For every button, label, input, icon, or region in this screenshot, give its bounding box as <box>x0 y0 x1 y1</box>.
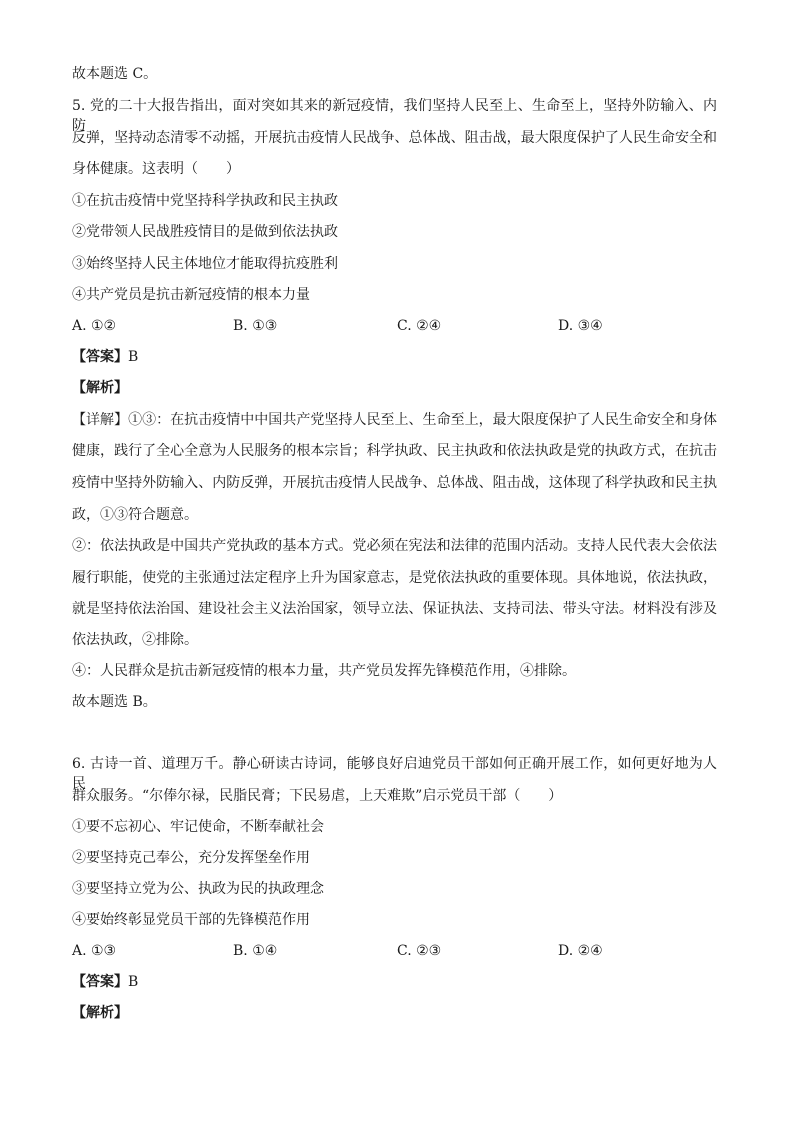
option-c: C. ②③ <box>397 943 442 959</box>
option-c: C. ②④ <box>397 318 442 334</box>
statement-item: ①要不忘初心、牢记使命，不断奉献社会 <box>72 819 324 835</box>
question-6-stem: 6. 古诗一首、道理万千。静心研读古诗词，能够良好启迪党员干部如何正确开展工作，如何更好地为人民 <box>72 756 717 792</box>
answer-line <box>72 347 138 367</box>
question-6-stem: 群众服务。“尔俸尔禄，民脂民膏；下民易虐，上天难欺”启示党员干部（ ） <box>72 788 563 804</box>
answer-tag: 【答案】 <box>72 974 128 990</box>
option-d: D. ②④ <box>558 943 603 959</box>
statement-item: ②党带领人民战胜疫情目的是做到依法执政 <box>72 224 338 240</box>
text-line: 故本题选 C。 <box>72 66 158 82</box>
answer-tag: 【答案】 <box>72 349 128 365</box>
text-line: 故本题选 B。 <box>72 694 157 710</box>
question-5-stem: 反弹，坚持动态清零不动摇，开展抗击疫情人民战争、总体战、阻击战，最大限度保护了人民生命安全和 <box>72 130 717 146</box>
option-b: B. ①④ <box>233 943 278 959</box>
analysis-tag: 【解析】 <box>72 1005 128 1021</box>
statement-item: ③要坚持立党为公、执政为民的执政理念 <box>72 881 324 897</box>
question-5-stem: 身体健康。这表明（ ） <box>72 161 240 177</box>
statement-item: ③始终坚持人民主体地位才能取得抗疫胜利 <box>72 256 338 272</box>
analysis-text: 履行职能，使党的主张通过法定程序上升为国家意志，是党依法执政的重要体现。具体地说，依法执政， <box>72 570 717 586</box>
analysis-text: 疫情中坚持外防输入、内防反弹，开展抗击疫情人民战争、总体战、阻击战，这体现了科学执政和民主执 <box>72 475 717 491</box>
analysis-text: ④：人民群众是抗击新冠疫情的根本力量，共产党员发挥先锋模范作用，④排除。 <box>72 663 576 679</box>
analysis-tag: 【解析】 <box>72 380 128 396</box>
analysis-text: 健康，践行了全心全意为人民服务的根本宗旨；科学执政、民主执政和依法执政是党的执政方式，在抗击 <box>72 443 717 459</box>
analysis-text: 政，①③符合题意。 <box>72 507 198 523</box>
statement-item: ②要坚持克己奉公，充分发挥堡垒作用 <box>72 850 310 866</box>
statement-item: ①在抗击疫情中党坚持科学执政和民主执政 <box>72 193 338 209</box>
answer-value: B <box>128 349 139 365</box>
statement-item: ④要始终彰显党员干部的先锋模范作用 <box>72 912 310 928</box>
option-d: D. ③④ <box>558 318 603 334</box>
option-a: A. ①③ <box>72 943 117 959</box>
analysis-text: 依法执政，②排除。 <box>72 632 198 648</box>
option-b: B. ①③ <box>233 318 278 334</box>
statement-item: ④共产党员是抗击新冠疫情的根本力量 <box>72 287 310 303</box>
option-a: A. ①② <box>72 318 117 334</box>
answer-value: B <box>128 974 139 990</box>
analysis-text: 【详解】①③：在抗击疫情中中国共产党坚持人民至上、生命至上，最大限度保护了人民生命安全和身体 <box>72 412 717 428</box>
analysis-text: 就是坚持依法治国、建设社会主义法治国家，领导立法、保证执法、支持司法、带头守法。材料没有涉及 <box>72 601 717 617</box>
analysis-text: ②：依法执政是中国共产党执政的基本方式。党必须在宪法和法律的范围内活动。支持人民代表大会依法 <box>72 538 717 554</box>
answer-line <box>72 972 138 992</box>
question-5-stem: 5. 党的二十大报告指出，面对突如其来的新冠疫情，我们坚持人民至上、生命至上，坚持外防输入、内防 <box>72 98 717 134</box>
